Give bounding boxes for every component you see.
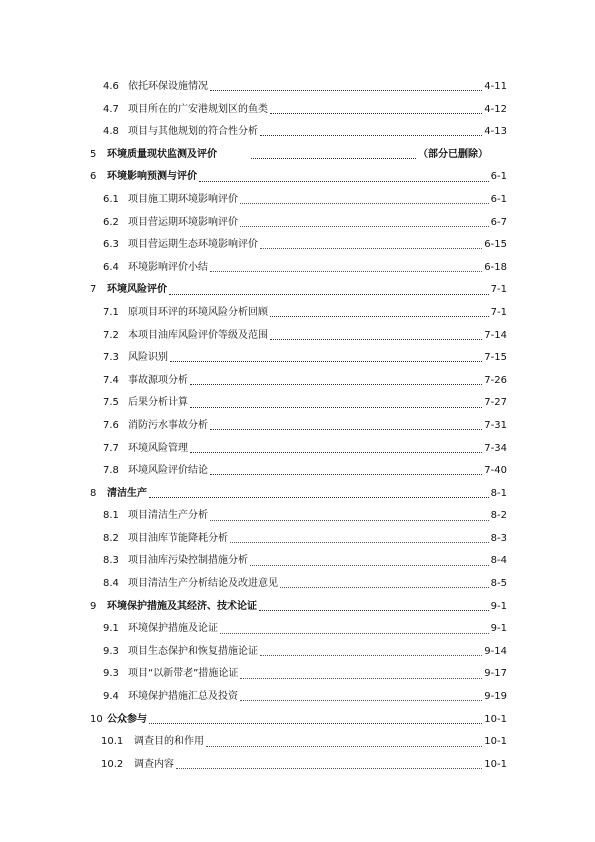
- toc-entry-title: 项目清洁生产分析结论及改进意见: [128, 578, 278, 590]
- toc-entry-number: 7.8: [103, 465, 119, 477]
- toc-entry-page: 10-1: [484, 736, 507, 748]
- toc-entry[interactable]: [0, 686, 595, 709]
- dot-leader: [259, 602, 489, 612]
- toc-entry-title: 项目油库污染控制措施分析: [128, 555, 248, 567]
- dot-leader: [240, 195, 489, 205]
- toc-entry-number: 5: [90, 148, 97, 160]
- toc-entry[interactable]: [0, 663, 595, 686]
- toc-entry-title: 本项目油库风险评价等级及范围: [128, 329, 268, 341]
- toc-entry-page: 6-18: [484, 261, 507, 273]
- toc-entry-number: 7.7: [103, 442, 119, 454]
- toc-entry-title: 项目营运期生态环境影响评价: [128, 239, 258, 251]
- toc-entry-number: 7.5: [103, 397, 119, 409]
- toc-entry[interactable]: [0, 76, 595, 99]
- toc-chapter[interactable]: [0, 279, 595, 302]
- toc-entry-page: 9-1: [490, 623, 507, 635]
- dot-leader: [270, 105, 482, 115]
- toc-entry-title: 风险识别: [128, 352, 168, 364]
- dot-leader: [260, 647, 482, 657]
- toc-entry-title: 项目清洁生产分析: [128, 510, 208, 522]
- toc-entry-page: 6-15: [484, 239, 507, 251]
- dot-leader: [210, 466, 482, 476]
- dot-leader: [210, 263, 482, 273]
- toc-chapter[interactable]: [0, 483, 595, 506]
- toc-entry-number: 6: [90, 171, 97, 183]
- toc-entry-page: 10-1: [484, 713, 507, 725]
- toc-entry-title: 环境影响预测与评价: [107, 171, 197, 183]
- dot-leader: [250, 557, 489, 567]
- toc-entry-page: 9-19: [484, 691, 507, 703]
- toc-entry-title: 后果分析计算: [128, 397, 188, 409]
- toc-entry-title: 公众参与: [107, 713, 147, 725]
- toc-entry[interactable]: [0, 257, 595, 280]
- dot-leader: [270, 308, 489, 318]
- toc-entry[interactable]: [0, 121, 595, 144]
- toc-entry-number: 6.1: [103, 193, 119, 205]
- toc-entry-title: 环境保护措施及其经济、技术论证: [107, 600, 257, 612]
- dot-leader: [199, 173, 489, 183]
- toc-entry-title: 项目施工期环境影响评价: [128, 193, 238, 205]
- toc-entry-number: 6.2: [103, 216, 119, 228]
- toc-entry-title: 环境影响评价小结: [128, 261, 208, 273]
- toc-entry-number: 6.3: [103, 239, 119, 251]
- toc-entry-title: 事故源项分析: [128, 374, 188, 386]
- dot-leader: [190, 376, 482, 386]
- toc-entry-page: 7-34: [484, 442, 507, 454]
- toc-entry-title: 原项目环评的环境风险分析回顾: [128, 306, 268, 318]
- dot-leader: [206, 738, 482, 748]
- toc-entry-page: 6-1: [490, 171, 507, 183]
- toc-entry-number: 7.4: [103, 374, 119, 386]
- dot-leader: [240, 218, 489, 228]
- toc-entry-number: 7.3: [103, 352, 119, 364]
- toc-entry-number: 4.6: [103, 81, 119, 92]
- toc-entry-number: 7.1: [103, 306, 119, 318]
- table-of-contents: [0, 76, 595, 776]
- toc-entry-page: 7-1: [490, 306, 507, 318]
- toc-entry-page: 6-7: [490, 216, 507, 228]
- toc-entry-page: 4-12: [484, 103, 507, 115]
- toc-entry-number: 10: [90, 713, 103, 725]
- toc-entry-title: 项目油库节能降耗分析: [128, 532, 228, 544]
- toc-entry-title: 项目生态保护和恢复措施论证: [128, 645, 258, 657]
- toc-entry-title: 项目所在的广安港规划区的鱼类: [128, 103, 268, 115]
- toc-entry-page: 8-4: [490, 555, 507, 567]
- toc-entry[interactable]: [0, 505, 595, 528]
- toc-entry-number: 9.3: [103, 645, 119, 657]
- toc-entry-number: 9.3: [103, 668, 119, 680]
- toc-entry-title: 调查目的和作用: [134, 736, 204, 748]
- dot-leader: [230, 534, 489, 544]
- toc-entry[interactable]: [0, 325, 595, 348]
- toc-entry-number: 9.4: [103, 691, 119, 703]
- toc-chapter[interactable]: [0, 166, 595, 189]
- toc-entry[interactable]: [0, 99, 595, 122]
- toc-entry-title: 项目营运期环境影响评价: [128, 216, 238, 228]
- toc-entry[interactable]: [0, 438, 595, 461]
- toc-entry-number: 10.1: [101, 736, 124, 748]
- dot-leader: [149, 489, 489, 499]
- toc-entry-title: 环境保护措施及论证: [128, 623, 218, 635]
- dot-leader: [210, 82, 482, 92]
- dot-leader: [270, 331, 482, 341]
- toc-entry-page: 7-26: [484, 374, 507, 386]
- toc-entry-number: 6.4: [103, 261, 119, 273]
- toc-entry-title: 环境保护措施汇总及投资: [128, 691, 238, 703]
- dot-leader: [210, 421, 482, 431]
- dot-leader: [190, 444, 482, 454]
- toc-entry-page: 7-14: [484, 329, 507, 341]
- toc-entry-number: 9.1: [103, 623, 119, 635]
- toc-entry-number: 9: [90, 600, 97, 612]
- toc-entry[interactable]: [0, 392, 595, 415]
- toc-entry[interactable]: [0, 550, 595, 573]
- toc-entry[interactable]: [0, 754, 595, 777]
- toc-entry[interactable]: [0, 370, 595, 393]
- toc-entry-title: 项目“以新带老”措施论证: [128, 668, 239, 680]
- toc-entry[interactable]: [0, 573, 595, 596]
- toc-entry[interactable]: [0, 302, 595, 325]
- toc-entry-page: 7-1: [490, 284, 507, 296]
- dot-leader: [251, 150, 416, 160]
- toc-entry-page: 8-2: [490, 510, 507, 522]
- toc-entry-title: 项目与其他规划的符合性分析: [128, 126, 258, 138]
- toc-entry-page: 4-13: [484, 126, 507, 138]
- toc-entry-page: 4-11: [484, 81, 507, 92]
- toc-entry-number: 4.7: [103, 103, 119, 115]
- toc-entry-number: 10.2: [101, 758, 124, 770]
- toc-entry-note: （部分已删除）: [418, 148, 488, 160]
- toc-entry-page: 7-15: [484, 352, 507, 364]
- toc-entry-page: 9-14: [484, 645, 507, 657]
- toc-entry-page: 9-1: [490, 600, 507, 612]
- toc-chapter[interactable]: [0, 709, 595, 732]
- dot-leader: [210, 512, 489, 522]
- toc-entry-number: 4.8: [103, 126, 119, 138]
- toc-entry-number: 8.1: [103, 510, 119, 522]
- dot-leader: [149, 715, 482, 725]
- toc-entry-title: 环境风险管理: [128, 442, 188, 454]
- toc-entry-page: 7-27: [484, 397, 507, 409]
- dot-leader: [170, 353, 482, 363]
- toc-entry-title: 依托环保设施情况: [128, 81, 208, 92]
- toc-entry-number: 8.3: [103, 555, 119, 567]
- dot-leader: [240, 670, 482, 680]
- toc-entry-page: 10-1: [484, 758, 507, 770]
- toc-entry-number: 7.2: [103, 329, 119, 341]
- toc-entry[interactable]: [0, 234, 595, 257]
- dot-leader: [190, 399, 482, 409]
- dot-leader: [260, 240, 482, 250]
- toc-entry-page: 8-1: [490, 487, 507, 499]
- toc-entry-number: 8.2: [103, 532, 119, 544]
- toc-entry-page: 8-3: [490, 532, 507, 544]
- toc-entry[interactable]: [0, 528, 595, 551]
- dot-leader: [220, 625, 489, 635]
- toc-entry-title: 环境风险评价结论: [128, 465, 208, 477]
- toc-entry[interactable]: [0, 212, 595, 235]
- toc-entry-page: 6-1: [490, 193, 507, 205]
- toc-entry-number: 8.4: [103, 578, 119, 590]
- toc-entry-title: 清洁生产: [107, 487, 147, 499]
- toc-entry[interactable]: [0, 347, 595, 370]
- toc-entry-number: 7.6: [103, 419, 119, 431]
- toc-entry-title: 消防污水事故分析: [128, 419, 208, 431]
- dot-leader: [176, 760, 482, 770]
- toc-entry-title: 环境风险评价: [107, 284, 167, 296]
- toc-entry-title: 调查内容: [134, 758, 174, 770]
- dot-leader: [280, 579, 489, 589]
- toc-entry[interactable]: [0, 415, 595, 438]
- toc-entry[interactable]: [0, 189, 595, 212]
- toc-entry[interactable]: [0, 460, 595, 483]
- dot-leader: [169, 286, 489, 296]
- toc-entry-number: 7: [90, 284, 97, 296]
- toc-entry-page: 8-5: [490, 578, 507, 590]
- toc-entry-page: 7-40: [484, 465, 507, 477]
- dot-leader: [240, 692, 482, 702]
- toc-entry-title: 环境质量现状监测及评价: [107, 148, 217, 160]
- toc-chapter[interactable]: [0, 144, 595, 167]
- toc-entry-page: 9-17: [484, 668, 507, 680]
- toc-chapter[interactable]: [0, 596, 595, 619]
- dot-leader: [260, 127, 482, 137]
- toc-entry[interactable]: [0, 731, 595, 754]
- toc-entry-number: 8: [90, 487, 97, 499]
- toc-entry-page: 7-31: [484, 419, 507, 431]
- toc-entry[interactable]: [0, 641, 595, 664]
- toc-entry[interactable]: [0, 618, 595, 641]
